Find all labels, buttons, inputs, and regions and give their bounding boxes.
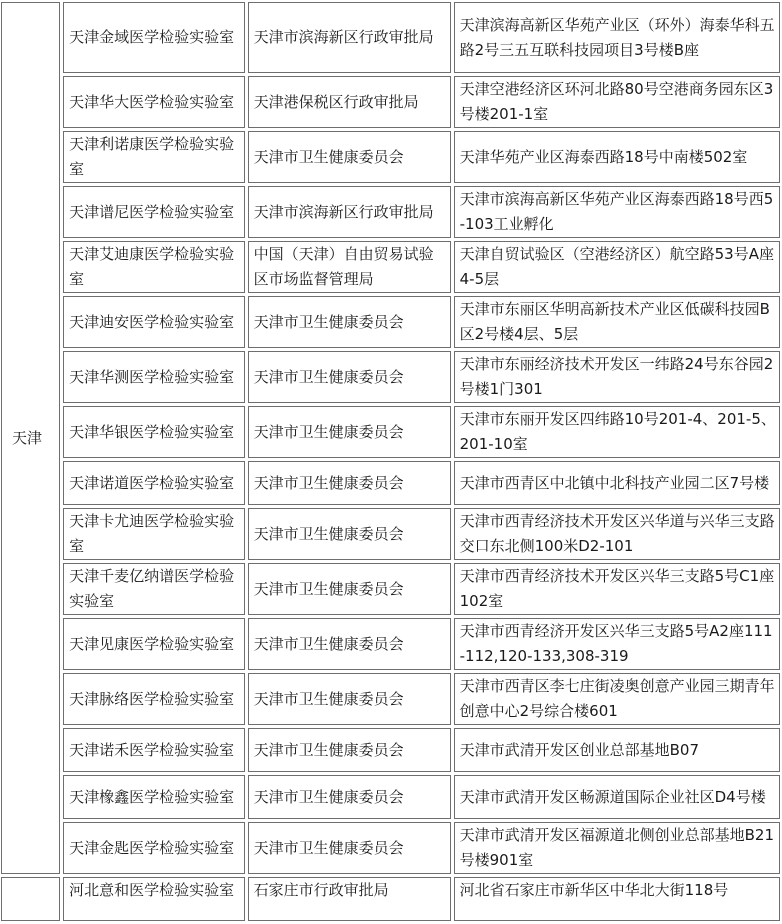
lab-name-cell: 天津华大医学检验实验室 [63, 76, 245, 128]
lab-name-cell: 河北意和医学检验实验室 [63, 877, 245, 921]
table-row [1, 728, 780, 772]
lab-address-cell: 天津市武清开发区创业总部基地B07 [454, 728, 780, 772]
table-row [1, 618, 780, 670]
approval-authority-cell: 天津市卫生健康委员会 [248, 673, 451, 725]
approval-authority-cell: 天津市卫生健康委员会 [248, 822, 451, 874]
table-row [1, 296, 780, 348]
lab-name-cell: 天津华银医学检验实验室 [63, 406, 245, 458]
lab-address-cell: 天津市西青经济开发区兴华三支路5号A2座111-112,120-133,308-319 [454, 618, 780, 670]
table-row [1, 822, 780, 874]
lab-name-cell: 天津金匙医学检验实验室 [63, 822, 245, 874]
table-row [1, 351, 780, 403]
approval-authority-cell: 天津市卫生健康委员会 [248, 563, 451, 615]
approval-authority-cell: 天津市卫生健康委员会 [248, 508, 451, 560]
lab-address-cell: 天津市西青区中北镇中北科技产业园二区7号楼 [454, 461, 780, 505]
table-row [1, 406, 780, 458]
lab-address-cell: 天津华苑产业区海泰西路18号中南楼502室 [454, 131, 780, 183]
lab-name-cell: 天津橡鑫医学检验实验室 [63, 775, 245, 819]
region-cell-hebei [1, 877, 60, 921]
lab-address-cell: 河北省石家庄市新华区中华北大街118号 [454, 877, 780, 921]
lab-address-cell: 天津市西青经济技术开发区兴华三支路5号C1座102室 [454, 563, 780, 615]
lab-name-cell: 天津金域医学检验实验室 [63, 2, 245, 73]
table-row [1, 241, 780, 293]
table-row [1, 2, 780, 73]
lab-address-cell: 天津自贸试验区（空港经济区）航空路53号A座4-5层 [454, 241, 780, 293]
lab-name-cell: 天津艾迪康医学检验实验室 [63, 241, 245, 293]
lab-address-cell: 天津市东丽区华明高新技术产业区低碳科技园B区2号楼4层、5层 [454, 296, 780, 348]
lab-name-cell: 天津诺道医学检验实验室 [63, 461, 245, 505]
region-cell-tianjin: 天津 [1, 2, 60, 874]
approval-authority-cell: 天津市卫生健康委员会 [248, 296, 451, 348]
lab-address-cell: 天津市滨海高新区华苑产业区海泰西路18号西5-103工业孵化 [454, 186, 780, 238]
approval-authority-cell: 天津市卫生健康委员会 [248, 351, 451, 403]
lab-address-cell: 天津空港经济区环河北路80号空港商务园东区3号楼201-1室 [454, 76, 780, 128]
lab-address-cell: 天津市东丽经济技术开发区一纬路24号东谷园2号楼1门301 [454, 351, 780, 403]
lab-address-cell: 天津市武清开发区畅源道国际企业社区D4号楼 [454, 775, 780, 819]
approval-authority-cell: 石家庄市行政审批局 [248, 877, 451, 921]
approval-authority-cell: 天津市卫生健康委员会 [248, 775, 451, 819]
lab-address-cell: 天津滨海高新区华苑产业区（环外）海泰华科五路2号三五互联科技园项目3号楼B座 [454, 2, 780, 73]
table-row [1, 131, 780, 183]
approval-authority-cell: 天津市卫生健康委员会 [248, 728, 451, 772]
approval-authority-cell: 天津市卫生健康委员会 [248, 131, 451, 183]
lab-address-cell: 天津市西青经济技术开发区兴华道与兴华三支路交口东北侧100米D2-101 [454, 508, 780, 560]
lab-name-cell: 天津诺禾医学检验实验室 [63, 728, 245, 772]
lab-name-cell: 天津千麦亿纳谱医学检验实验室 [63, 563, 245, 615]
approval-authority-cell: 天津市滨海新区行政审批局 [248, 186, 451, 238]
table-row [1, 775, 780, 819]
lab-name-cell: 天津脉络医学检验实验室 [63, 673, 245, 725]
lab-name-cell: 天津见康医学检验实验室 [63, 618, 245, 670]
lab-name-cell: 天津谱尼医学检验实验室 [63, 186, 245, 238]
lab-address-cell: 天津市东丽开发区四纬路10号201-4、201-5、201-10室 [454, 406, 780, 458]
approval-authority-cell: 天津港保税区行政审批局 [248, 76, 451, 128]
lab-name-cell: 天津卡尤迪医学检验实验室 [63, 508, 245, 560]
approval-authority-cell: 中国（天津）自由贸易试验区市场监督管理局 [248, 241, 451, 293]
table-row [1, 563, 780, 615]
table-row [1, 508, 780, 560]
table-row [1, 673, 780, 725]
lab-name-cell: 天津迪安医学检验实验室 [63, 296, 245, 348]
lab-address-cell: 天津市西青区李七庄街凌奥创意产业园三期青年创意中心2号综合楼601 [454, 673, 780, 725]
approval-authority-cell: 天津市滨海新区行政审批局 [248, 2, 451, 73]
table-row [1, 186, 780, 238]
table-row [1, 461, 780, 505]
table-row [1, 76, 780, 128]
approval-authority-cell: 天津市卫生健康委员会 [248, 618, 451, 670]
approval-authority-cell: 天津市卫生健康委员会 [248, 406, 451, 458]
lab-address-cell: 天津市武清开发区福源道北侧创业总部基地B21号楼901室 [454, 822, 780, 874]
lab-name-cell: 天津利诺康医学检验实验室 [63, 131, 245, 183]
approval-authority-cell: 天津市卫生健康委员会 [248, 461, 451, 505]
lab-name-cell: 天津华测医学检验实验室 [63, 351, 245, 403]
table-row [1, 877, 780, 921]
